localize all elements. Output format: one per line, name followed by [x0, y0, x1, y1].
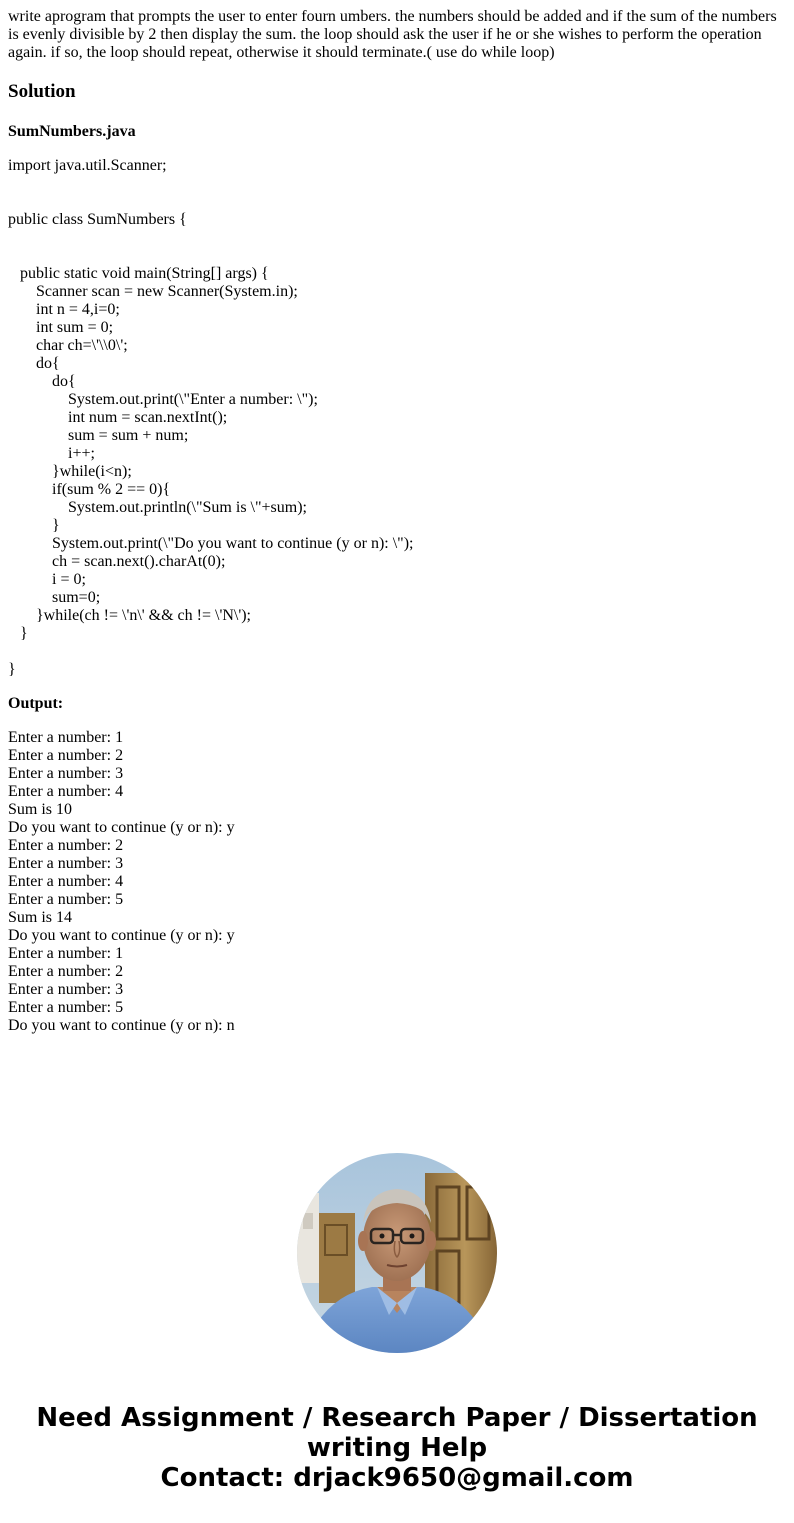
code-line: int n = 4,i=0; — [8, 301, 120, 318]
output-line: Enter a number: 4 — [8, 783, 124, 800]
footer-line-2: writing Help — [306, 1433, 488, 1463]
code-line: System.out.print(\"Do you want to continue (y or n): \"); — [8, 535, 414, 552]
code-line: System.out.print(\"Enter a number: \"); — [8, 391, 318, 408]
code-line: Scanner scan = new Scanner(System.in); — [8, 283, 298, 300]
output-line: Enter a number: 2 — [8, 747, 124, 764]
code-line: if(sum % 2 == 0){ — [8, 481, 171, 498]
person-portrait-icon — [297, 1153, 497, 1353]
output-line: Do you want to continue (y or n): n — [8, 1017, 235, 1034]
code-line: } — [8, 661, 16, 678]
file-name-heading: SumNumbers.java — [8, 123, 136, 140]
question-text: write aprogram that prompts the user to enter fourn umbers. the numbers should be added and if the sum of the numbers is evenly divisible by 2 then display the sum. the loop should ask the user if he or she wishes to perform the operation again. if so, the loop should repeat, otherwise it should terminate.( use do while loop) — [8, 8, 777, 61]
output-line: Do you want to continue (y or n): y — [8, 819, 235, 836]
output-line: Enter a number: 3 — [8, 855, 124, 872]
output-line: Enter a number: 4 — [8, 873, 124, 890]
output-line: Do you want to continue (y or n): y — [8, 927, 235, 944]
code-line: sum = sum + num; — [8, 427, 189, 444]
code-line: i = 0; — [8, 571, 86, 588]
code-line: do{ — [8, 373, 76, 390]
output-line: Enter a number: 3 — [8, 981, 124, 998]
code-line: } — [8, 625, 28, 642]
code-line: public static void main(String[] args) { — [8, 265, 269, 282]
document-body — [8, 8, 786, 1035]
author-avatar — [297, 1153, 497, 1353]
output-line: Sum is 10 — [8, 801, 73, 818]
code-line — [8, 229, 786, 247]
code-block — [8, 157, 786, 679]
code-line: ch = scan.next().charAt(0); — [8, 553, 226, 570]
solution-heading: Solution — [8, 81, 76, 102]
code-line: import java.util.Scanner; — [8, 157, 167, 174]
code-line: System.out.println(\"Sum is \"+sum); — [8, 499, 307, 516]
code-line: sum=0; — [8, 589, 101, 606]
code-line: i++; — [8, 445, 95, 462]
output-line: Enter a number: 1 — [8, 945, 124, 962]
code-line — [8, 193, 786, 211]
output-line: Enter a number: 2 — [8, 963, 124, 980]
footer-advertisement — [0, 1403, 794, 1493]
code-line — [8, 247, 786, 265]
output-heading: Output: — [8, 695, 64, 712]
code-line: do{ — [8, 355, 60, 372]
footer-contact: Contact: drjack9650@gmail.com — [160, 1463, 634, 1493]
code-line — [8, 643, 786, 661]
output-line: Enter a number: 3 — [8, 765, 124, 782]
footer-line-1: Need Assignment / Research Paper / Dissertation — [36, 1403, 758, 1433]
code-line: int sum = 0; — [8, 319, 114, 336]
code-line — [8, 175, 786, 193]
output-line: Enter a number: 5 — [8, 891, 124, 908]
output-line: Enter a number: 2 — [8, 837, 124, 854]
code-line: public class SumNumbers { — [8, 211, 187, 228]
code-line: } — [8, 517, 60, 534]
code-line: char ch=\'\\0\'; — [8, 337, 128, 354]
code-line: }while(ch != \'n\' && ch != \'N\'); — [8, 607, 251, 624]
output-block — [8, 729, 786, 1035]
code-line: int num = scan.nextInt(); — [8, 409, 228, 426]
code-line: }while(i<n); — [8, 463, 132, 480]
output-line: Enter a number: 5 — [8, 999, 124, 1016]
output-line: Sum is 14 — [8, 909, 73, 926]
output-line: Enter a number: 1 — [8, 729, 124, 746]
